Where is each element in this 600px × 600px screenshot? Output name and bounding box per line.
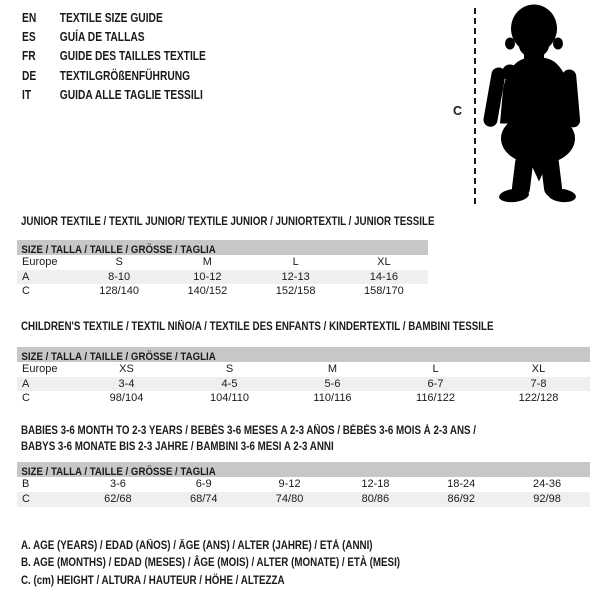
table-cell: 7-8	[530, 378, 547, 390]
babies-size-table	[17, 462, 590, 507]
guide-title: GUIDE DES TAILLES TEXTILE	[59, 49, 206, 64]
size-header-label: SIZE / TALLA / TAILLE / GRÖSSE / TAGLIA	[21, 351, 216, 362]
size-header-label: SIZE / TALLA / TAILLE / GRÖSSE / TAGLIA	[21, 244, 216, 255]
table-row-age	[17, 377, 590, 391]
table-cell: 104/110	[210, 392, 249, 404]
height-measure-label: C	[453, 104, 463, 118]
language-code: EN	[22, 11, 37, 25]
list-item	[22, 28, 206, 47]
language-code: DE	[22, 68, 37, 83]
table-row-height	[17, 284, 428, 299]
table-cell: 6-9	[195, 478, 212, 490]
footnote-c: C. (cm) HEIGHT / ALTURA / HAUTEUR / HÖHE / ALTEZZA	[21, 574, 285, 587]
table-cell: 140/152	[187, 285, 228, 297]
table-cell: 8-10	[108, 271, 131, 283]
table-cell: XL	[531, 363, 546, 375]
table-cell: 24-36	[532, 478, 562, 490]
size-header-bar	[17, 240, 428, 255]
table-cell: 18-24	[447, 478, 476, 490]
table-cell: 86/92	[447, 493, 475, 505]
language-code: IT	[22, 87, 32, 102]
table-cell: 92/98	[533, 493, 561, 505]
table-cell: 122/128	[518, 392, 559, 404]
table-cell: L	[432, 363, 439, 375]
table-cell: M	[202, 256, 212, 268]
table-cell: 116/122	[416, 392, 455, 404]
table-cell: 12-18	[361, 478, 390, 490]
row-label: A	[22, 271, 30, 283]
table-cell: L	[292, 256, 299, 268]
table-cell: 14-16	[369, 271, 398, 283]
children-size-table	[17, 347, 590, 406]
table-cell: 152/158	[275, 285, 316, 297]
table-cell: 68/74	[189, 493, 218, 505]
row-label: B	[22, 478, 30, 490]
children-section-title: CHILDREN'S TEXTILE / TEXTIL NIÑO/A / TEXTILE DES ENFANTS / KINDERTEXTIL / BAMBINI TESSILE	[21, 321, 494, 333]
table-cell: 98/104	[109, 392, 144, 404]
guide-title: TEXTILGRÖßENFÜHRUNG	[59, 68, 191, 83]
legend-footnotes	[21, 538, 400, 590]
babies-title-line1: BABIES 3-6 MONTH TO 2-3 YEARS / BEBÉS 3-6 MESES A 2-3 AÑOS / BÉBÉS 3-6 MOIS À 2-3 ANS /	[21, 425, 477, 437]
guide-title: TEXTILE SIZE GUIDE	[59, 11, 163, 25]
table-cell: S	[115, 256, 123, 268]
table-row-height	[17, 391, 590, 406]
table-row-region	[17, 362, 590, 377]
table-cell: 3-6	[109, 478, 126, 490]
table-cell: 158/170	[363, 285, 404, 297]
row-label: C	[22, 392, 30, 404]
size-header-label: SIZE / TALLA / TAILLE / GRÖSSE / TAGLIA	[21, 466, 216, 477]
footnote-b: B. AGE (MONTHS) / EDAD (MESES) / ÂGE (MOIS) / ALTER (MONATE) / ETÀ (MESI)	[21, 557, 401, 570]
language-code: FR	[22, 49, 36, 64]
footnote-a: A. AGE (YEARS) / EDAD (AÑOS) / ÂGE (ANS) / ALTER (JAHRE) / ETÀ (ANNI)	[21, 540, 373, 552]
table-cell: 80/86	[361, 493, 390, 505]
row-label: Europe	[22, 363, 58, 375]
table-cell: 62/68	[104, 493, 132, 505]
babies-section-title	[21, 424, 476, 455]
row-label: C	[22, 493, 30, 505]
size-header-bar	[17, 462, 590, 477]
list-item	[22, 9, 206, 28]
row-label: Europe	[22, 256, 58, 268]
table-cell: 12-13	[281, 271, 310, 283]
table-cell: 128/140	[99, 285, 139, 297]
table-cell: M	[327, 363, 338, 375]
table-cell: 6-7	[427, 378, 444, 390]
babies-title-line2: BABYS 3-6 MONATE BIS 2-3 JAHRE / BAMBINI 3-6 MESI A 2-3 ANNI	[21, 440, 334, 453]
guide-title: GUÍA DE TALLAS	[59, 30, 145, 45]
list-item	[22, 47, 206, 66]
table-row-age-months	[17, 477, 590, 492]
height-dashed-line	[474, 8, 476, 204]
height-measure-figure	[452, 3, 597, 208]
table-row-age	[17, 270, 428, 284]
table-cell: XS	[119, 363, 134, 375]
table-cell: 9-12	[278, 478, 301, 490]
baby-silhouette-icon	[480, 3, 592, 204]
size-header-bar	[17, 347, 590, 362]
list-item	[22, 67, 206, 86]
table-cell: 5-6	[324, 378, 341, 390]
table-cell: XL	[377, 256, 391, 268]
table-cell: S	[225, 363, 234, 375]
language-code: ES	[22, 30, 36, 45]
table-cell: 3-4	[118, 378, 135, 390]
table-row-height	[17, 492, 590, 507]
table-cell: 10-12	[193, 271, 222, 283]
language-title-list	[22, 9, 206, 105]
junior-size-table	[17, 240, 428, 299]
row-label: C	[22, 285, 30, 297]
junior-section-title: JUNIOR TEXTILE / TEXTIL JUNIOR/ TEXTILE JUNIOR / JUNIORTEXTIL / JUNIOR TESSILE	[21, 216, 435, 228]
table-row-region	[17, 255, 428, 270]
list-item	[22, 86, 206, 105]
row-label: A	[22, 378, 30, 390]
guide-title: GUIDA ALLE TAGLIE TESSILI	[59, 87, 203, 102]
table-cell: 4-5	[221, 378, 238, 390]
table-cell: 110/116	[313, 392, 352, 404]
table-cell: 74/80	[275, 493, 304, 505]
